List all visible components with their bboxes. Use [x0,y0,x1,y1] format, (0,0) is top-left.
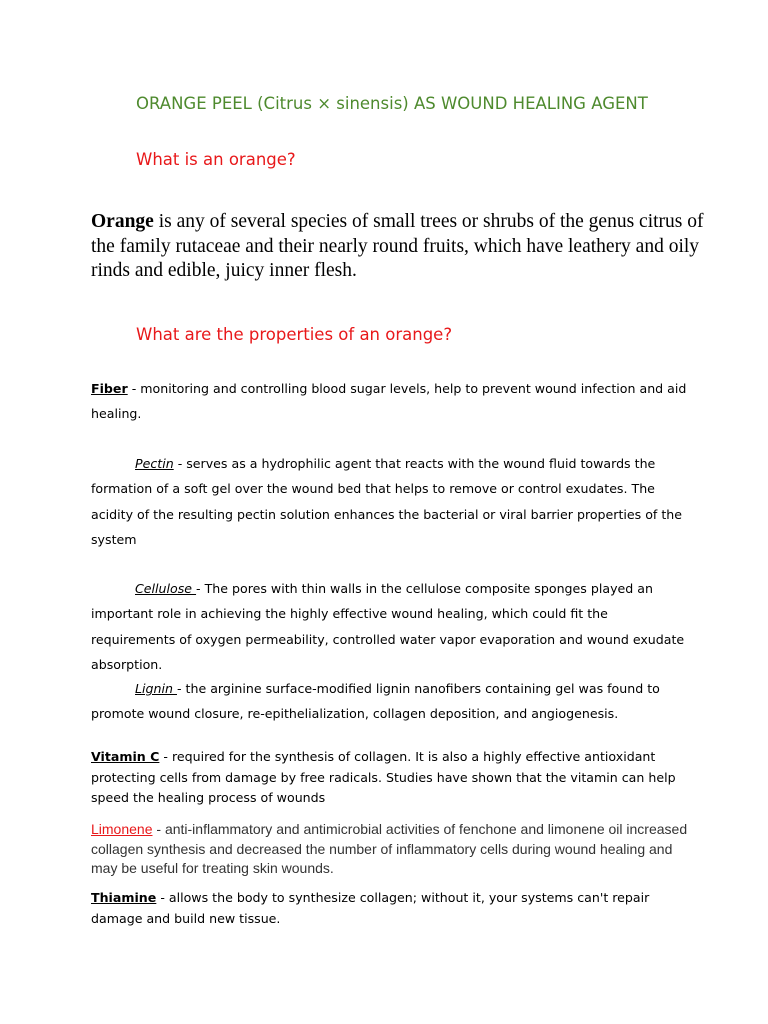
question-properties: What are the properties of an orange? [136,325,453,344]
property-thiamine [91,888,691,929]
intro-text: is any of several species of small trees or shrubs of the genus citrus of the family rutaceae and their nearly round fruits, which have leathery and oily rinds and edible, juicy inner flesh. [91,211,704,281]
limonene-term: Limonene [91,821,153,837]
intro-paragraph [91,210,711,284]
pectin-text: - serves as a hydrophilic agent that reacts with the wound fluid towards the formation of a soft gel over the wound bed that helps to remove or control exudates. The acidity of the resulting pectin solution enhances the bacterial or viral barrier properties of the system [91,456,683,547]
cellulose-text: - The pores with thin walls in the cellulose composite sponges played an important role in achieving the highly effective wound healing, which could fit the requirements of oxygen permeability, controlled water vapor evaporation and wound exudate absorption. [91,581,685,672]
cellulose-term: Cellulose [135,581,197,596]
property-cellulose [91,576,691,677]
property-vitamin-c [91,747,691,809]
question-what-is-orange: What is an orange? [136,150,296,169]
property-fiber [91,376,691,427]
thiamine-term: Thiamine [91,890,157,905]
property-limonene [91,820,691,879]
thiamine-text: - allows the body to synthesize collagen; without it, your systems can't repair damage and build new tissue. [91,890,650,926]
fiber-text: - monitoring and controlling blood sugar levels, help to prevent wound infection and aid healing. [91,381,687,422]
intro-term: Orange [91,211,154,232]
property-lignin [91,676,691,727]
document-title: ORANGE PEEL (Citrus × sinensis) AS WOUND HEALING AGENT [136,94,648,113]
limonene-text: - anti-inflammatory and antimicrobial activities of fenchone and limonene oil increased collagen synthesis and decreased the number of inflammatory cells during wound healing and may be useful for treating skin wounds. [91,821,688,876]
pectin-term: Pectin [135,456,174,471]
vitamin-c-text: - required for the synthesis of collagen. It is also a highly effective antioxidant protecting cells from damage by free radicals. Studies have shown that the vitamin can help speed the healing process of wounds [91,749,676,805]
property-pectin [91,451,691,552]
vitamin-c-term: Vitamin C [91,749,160,764]
lignin-term: Lignin [135,681,177,696]
lignin-text: - the arginine surface-modified lignin nanofibers containing gel was found to promote wound closure, re-epithelialization, collagen deposition, and angiogenesis. [91,681,660,722]
fiber-term: Fiber [91,381,128,396]
